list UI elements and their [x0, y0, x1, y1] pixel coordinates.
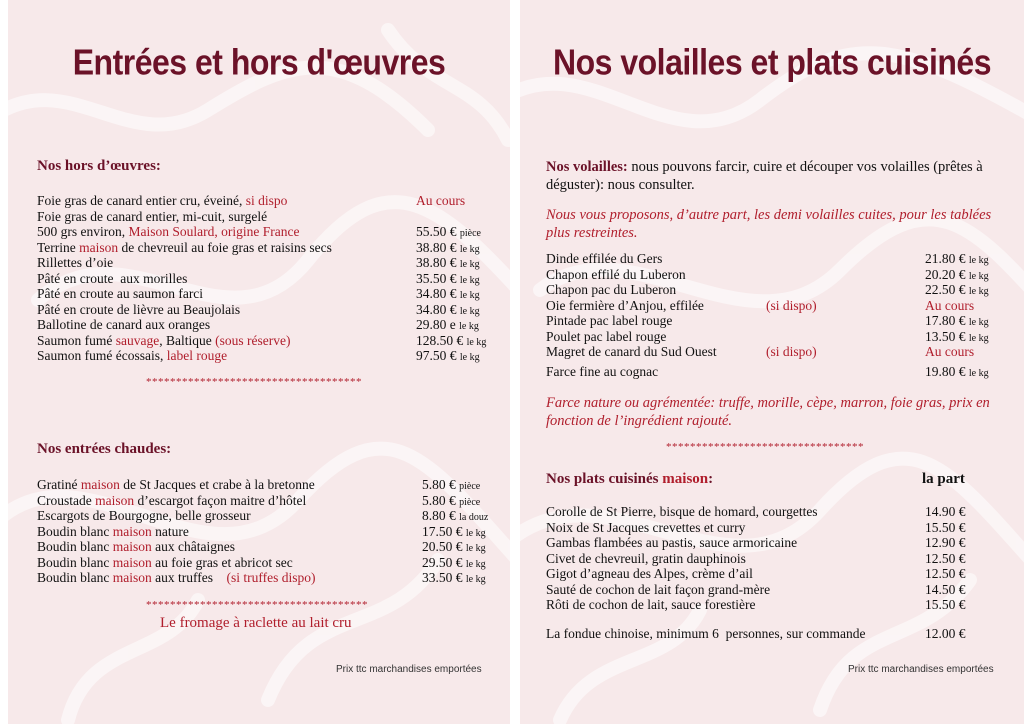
item-text: Gratiné: [37, 477, 81, 492]
menu-item-name: [546, 535, 797, 551]
price-value: 5.80 €: [422, 492, 456, 508]
menu-item-price: [925, 535, 966, 551]
item-text: Oie fermière d’Anjou, effilée: [546, 297, 704, 313]
price-unit: le kg: [968, 368, 989, 379]
price-value: 29.50 €: [422, 554, 463, 570]
raclette-line: Le fromage à raclette au lait cru: [160, 615, 352, 631]
highlight-text: maison: [112, 539, 152, 554]
item-text: Noix de St Jacques crevettes et curry: [546, 519, 746, 535]
menu-item-name: [37, 240, 332, 256]
price-value: Au cours: [416, 193, 466, 208]
price-value: 8.80 €: [422, 508, 456, 523]
menu-item-name: [37, 193, 287, 209]
item-text: Ballotine de canard aux oranges: [37, 317, 211, 332]
price-value: 34.80 €: [416, 301, 457, 317]
highlight-text: maison: [79, 239, 119, 255]
item-text: aux châtaignes: [151, 539, 235, 554]
price-value: 12.50 €: [925, 550, 966, 566]
price-value: 128.50 €: [416, 332, 464, 348]
price-value: 14.90 €: [925, 504, 966, 519]
price-value: 35.50 €: [416, 270, 457, 286]
item-text: de St Jacques et crabe à la bretonne: [119, 477, 315, 492]
item-text: 500 grs environ,: [37, 224, 129, 239]
item-text: Saumon fumé: [37, 332, 116, 348]
plats-heading: [546, 471, 713, 488]
highlight-text: maison: [80, 477, 120, 492]
menu-item-name: [546, 566, 753, 582]
price-value: 17.50 €: [422, 523, 463, 539]
price-value: 12.50 €: [925, 566, 966, 581]
demi-volailles-note: Nous vous proposons, d’autre part, les demi volailles cuites, pour les tablées plus restreintes.: [546, 207, 992, 241]
menu-item-name: [546, 597, 756, 613]
fondue-line: La fondue chinoise, minimum 6 personnes, sur commande: [546, 626, 866, 641]
menu-item-price: [925, 597, 966, 613]
price-value: 22.50 €: [925, 282, 966, 297]
item-text: Dinde effilée du Gers: [546, 251, 663, 266]
menu-item-price: [925, 504, 966, 520]
menu-item-name: [546, 520, 745, 536]
separator-stars: *********************************: [666, 441, 864, 453]
item-text: aux truffes: [151, 570, 227, 585]
farce-line: Farce fine au cognac: [546, 364, 659, 379]
menu-item-name: [37, 508, 251, 524]
highlight-text: (sous réserve): [215, 332, 291, 348]
menu-item-name: [546, 267, 686, 283]
price-unit: le kg: [459, 274, 480, 286]
price-unit: pièce: [459, 496, 481, 508]
price-value: 38.80 €: [416, 255, 457, 270]
highlight-text: maison: [112, 570, 152, 585]
price-value: 12.90 €: [925, 535, 966, 550]
highlight-text: (si truffes dispo): [226, 570, 316, 585]
item-text: Civet de chevreuil, gratin dauphinois: [546, 550, 746, 566]
price-value: Au cours: [925, 297, 975, 313]
item-text: Boudin blanc: [37, 523, 113, 539]
hors-oeuvres-heading: Nos hors d’œuvres:: [37, 158, 161, 174]
price-value: 55.50 €: [416, 224, 457, 239]
menu-item-name: [37, 333, 290, 349]
plats-heading-text: Nos plats cuisinés: [546, 471, 663, 487]
menu-item-name: [37, 255, 113, 271]
menu-item-name: [546, 282, 676, 298]
price-value: 34.80 €: [416, 286, 457, 301]
item-text: Foie gras de canard entier, mi-cuit, surgelé: [37, 208, 268, 224]
page-title: Entrées et hors d'œuvres: [72, 41, 446, 83]
menu-item-name: [546, 551, 746, 567]
menu-item-name: [37, 477, 315, 493]
menu-item-name: [37, 224, 299, 240]
highlight-text: si dispo: [245, 193, 288, 208]
menu-item-name: [37, 302, 240, 318]
price-value: 14.50 €: [925, 581, 966, 597]
plats-heading-maison: maison: [662, 471, 709, 487]
volailles-intro: [546, 158, 1006, 194]
menu-item-name: [37, 209, 267, 225]
menu-item-name: [546, 344, 817, 360]
availability-note: (si dispo): [766, 297, 817, 313]
item-text: Rôti de cochon de lait, sauce forestière: [546, 597, 756, 612]
menu-item-name: [37, 286, 203, 302]
highlight-text: label rouge: [166, 348, 228, 363]
price-unit: pièce: [459, 228, 481, 239]
item-text: nature: [151, 523, 189, 539]
menu-item-name: [546, 313, 672, 329]
price-value: 20.50 €: [422, 539, 463, 554]
item-text: Terrine: [37, 239, 80, 255]
menu-item-name: [546, 297, 817, 314]
item-text: Gigot d’agneau des Alpes, crème d’ail: [546, 566, 753, 581]
item-text: Pâté en croute au saumon farci: [37, 286, 204, 301]
item-text: , Baltique: [159, 332, 216, 348]
price-value: 38.80 €: [416, 239, 457, 255]
item-text: Magret de canard du Sud Ouest: [546, 344, 717, 359]
part-label: la part: [922, 471, 965, 487]
menu-item-name: [37, 555, 293, 571]
volailles-heading: Nos volailles:: [546, 159, 628, 175]
item-text: Sauté de cochon de lait façon grand-mère: [546, 581, 771, 597]
item-text: Gambas flambées au pastis, sauce armoricaine: [546, 535, 798, 550]
price-unit: le kg: [968, 286, 989, 297]
left-menu-page: [8, 0, 510, 724]
menu-item-name: [37, 493, 306, 509]
price-value: 33.50 €: [422, 570, 463, 585]
right-menu-page: [520, 0, 1024, 724]
price-value: 19.80 €: [925, 364, 966, 379]
item-text: au foie gras et abricot sec: [151, 554, 293, 570]
price-unit: le kg: [968, 255, 989, 266]
highlight-text: maison: [95, 492, 135, 508]
menu-item-price: [416, 348, 480, 366]
price-unit: le kg: [968, 317, 989, 328]
separator-stars: ************************************: [146, 376, 362, 388]
price-unit: le kg: [968, 332, 989, 344]
price-value: 20.20 €: [925, 266, 966, 282]
price-unit: le kg: [465, 527, 486, 539]
item-text: de chevreuil au foie gras et raisins secs: [118, 239, 332, 255]
item-text: Croustade: [37, 492, 96, 508]
page-title: Nos volailles et plats cuisinés: [552, 41, 991, 83]
price-value: Au cours: [925, 344, 975, 359]
price-unit: le kg: [459, 305, 480, 317]
highlight-text: sauvage: [115, 332, 160, 348]
price-value: 15.50 €: [925, 519, 966, 535]
item-text: Chapon pac du Luberon: [546, 282, 677, 297]
menu-item-price: [925, 566, 966, 582]
background-rooster-illustration: [520, 0, 1024, 724]
item-text: Chapon effilé du Luberon: [546, 266, 686, 282]
price-value: 17.80 €: [925, 313, 966, 328]
highlight-text: maison: [112, 523, 152, 539]
menu-item-price: [416, 193, 465, 209]
footer-note: Prix ttc marchandises emportées: [336, 664, 482, 675]
price-unit: le kg: [466, 336, 487, 348]
item-text: Pâté en croute de lièvre au Beaujolais: [37, 301, 241, 317]
item-text: Poulet pac label rouge: [546, 328, 667, 344]
price-unit: le kg: [465, 543, 486, 554]
menu-item-name: [37, 271, 187, 287]
price-unit: le kg: [968, 270, 989, 282]
price-value: 13.50 €: [925, 328, 966, 344]
price-value: 29.80 e: [416, 317, 456, 332]
price-value: 21.80 €: [925, 251, 966, 266]
plats-heading-colon: :: [708, 471, 714, 487]
price-unit: le kg: [465, 574, 486, 585]
fondue-price: 12.00 €: [925, 626, 966, 641]
item-text: Saumon fumé écossais,: [37, 348, 167, 363]
highlight-text: Maison Soulard, origine France: [128, 224, 300, 239]
menu-item-name: [37, 348, 227, 364]
price-unit: pièce: [459, 481, 481, 492]
item-text: Pâté en croute aux morilles: [37, 270, 188, 286]
price-unit: le kg: [459, 352, 480, 363]
menu-item-price: [925, 298, 974, 314]
farce-options-note: Farce nature ou agrémentée: truffe, morille, cèpe, marron, foie gras, prix en fonction de l’ingrédient rajouté.: [546, 395, 990, 429]
menu-item-name: [546, 251, 662, 267]
item-text: d’escargot façon maitre d’hôtel: [134, 492, 307, 508]
footer-note: Prix ttc marchandises emportées: [848, 664, 994, 675]
price-unit: la douz: [459, 512, 489, 523]
menu-item-price: [925, 551, 966, 567]
menu-item-price: [925, 344, 974, 360]
availability-note: (si dispo): [766, 344, 817, 359]
menu-item-price: [422, 570, 486, 588]
price-unit: le kg: [459, 321, 479, 332]
item-text: Corolle de St Pierre, bisque de homard, courgettes: [546, 504, 818, 519]
item-text: Foie gras de canard entier cru, éveiné,: [37, 193, 246, 208]
menu-item-name: [37, 539, 235, 555]
volailles-intro-text: nous pouvons farcir, cuire et découper vos volailles (prêtes à déguster): nous consulter.: [546, 159, 983, 193]
menu-item-name: [546, 329, 666, 345]
item-text: Escargots de Bourgogne, belle grosseur: [37, 508, 251, 523]
price-value: 15.50 €: [925, 597, 966, 612]
menu-item-name: [37, 317, 210, 333]
menu-item-price: [925, 520, 966, 536]
menu-item-name: [37, 570, 315, 586]
price-unit: le kg: [459, 243, 480, 255]
item-text: Rillettes d’oie: [37, 255, 114, 270]
item-text: Boudin blanc: [37, 554, 113, 570]
entrees-chaudes-heading: Nos entrées chaudes:: [37, 441, 172, 457]
menu-item-price: [925, 582, 966, 598]
price-unit: le kg: [459, 259, 480, 270]
item-text: Pintade pac label rouge: [546, 313, 673, 328]
separator-stars: *************************************: [146, 599, 368, 611]
price-unit: le kg: [465, 558, 486, 570]
menu-item-name: [546, 582, 770, 598]
item-text: Boudin blanc: [37, 539, 113, 554]
farce-price: [925, 364, 989, 382]
highlight-text: maison: [112, 554, 152, 570]
menu-item-name: [546, 504, 818, 520]
item-text: Boudin blanc: [37, 570, 113, 585]
price-unit: le kg: [459, 290, 480, 301]
price-value: 5.80 €: [422, 477, 456, 492]
price-value: 97.50 €: [416, 348, 457, 363]
menu-item-name: [37, 524, 189, 540]
